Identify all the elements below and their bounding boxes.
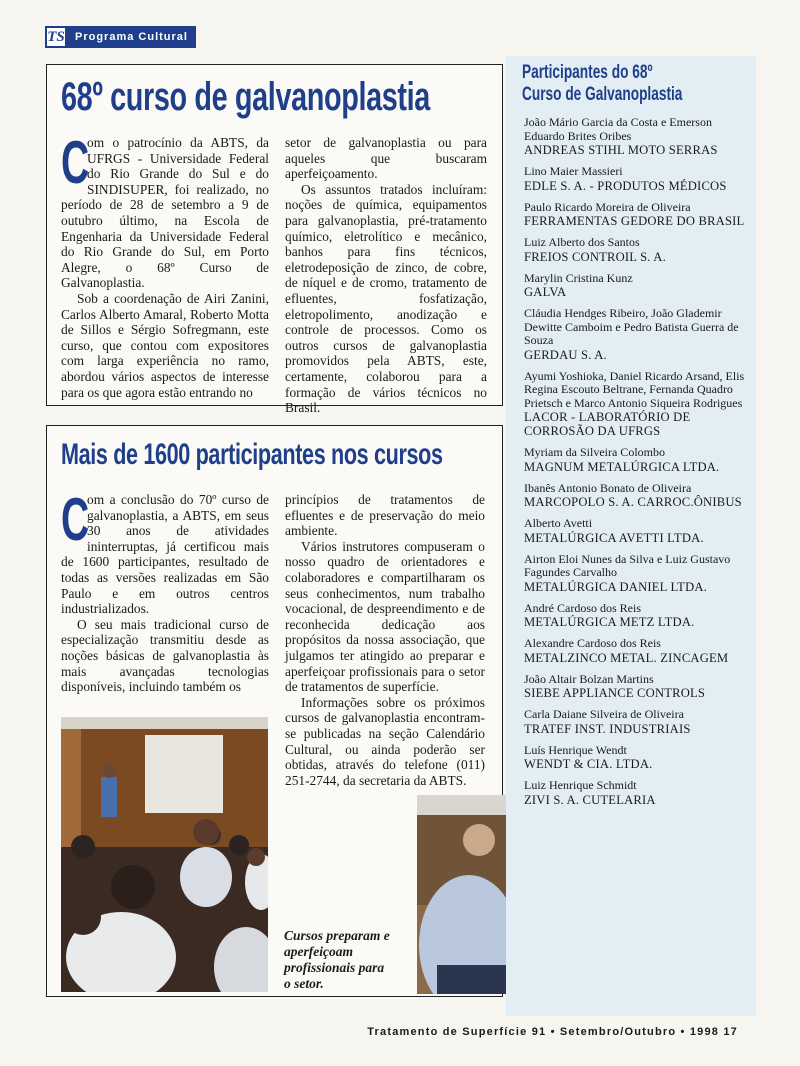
photo-caption: Cursos preparam e aperfeiçoam profissionais para o setor. [284, 928, 390, 991]
participant-names: Luiz Alberto dos Santos [524, 235, 640, 249]
participant-company: SIEBE APPLIANCE CONTROLS [524, 686, 706, 700]
participant-company: MARCOPOLO S. A. CARROC.ÔNIBUS [524, 495, 742, 509]
participant-names: Luís Henrique Wendt [524, 742, 627, 757]
participant-company: FERRAMENTAS GEDORE DO BRASIL [524, 214, 745, 228]
participant-company: GERDAU S. A. [524, 347, 607, 362]
paragraph: Os assuntos tratados incluíram: noções de química, equipamentos para galvanoplastia, pré-tratamento químico, eletrolítico e mecânico, banhos para fins técnicos, eletrodeposição de zinco, de cobre, de níquel e de cromo, tratamento de efluentes, fosfatização, eletropolimento, anodização e controle de processos. Como os outros cursos de galvanoplastia promovidos pela ABTS, este, certamente, colaborou para a formação de vários técnicos no Brasil. [285, 181, 487, 416]
participant-entry [524, 637, 754, 665]
participant-names: Marylin Cristina Kunz [524, 270, 633, 285]
participant-names: Carla Daiane Silveira de Oliveira [524, 707, 684, 721]
participant-names: Cláudia Hendges Ribeiro, João Glademir Dewitte Camboim e Pedro Batista Guerra de Souza [524, 306, 739, 347]
article-column-2 [285, 135, 487, 416]
participant-company: METALÚRGICA AVETTI LTDA. [524, 530, 704, 545]
participant-entry [524, 272, 754, 300]
participant-names: Luiz Henrique Schmidt [524, 778, 637, 792]
participant-entry [524, 307, 754, 362]
participants-sidebar [506, 56, 756, 1016]
participant-company: METALÚRGICA METZ LTDA. [524, 615, 695, 629]
participant-company: ZIVI S. A. CUTELARIA [524, 792, 656, 807]
participant-names: Ibanês Antonio Bonato de Oliveira [524, 480, 692, 495]
participant-company: LACOR - LABORATÓRIO DE CORROSÃO DA UFRGS [524, 410, 691, 438]
magazine-logo: TS [45, 26, 67, 48]
article-column-1 [61, 486, 269, 695]
participant-names: Ayumi Yoshioka, Daniel Ricardo Arsand, Elis Regina Escouto Beltrane, Fernanda Quadro Prietsch e Marco Antonio Siqueira Rodrigues [524, 368, 745, 410]
drop-cap: C [61, 129, 90, 196]
participant-entry [524, 708, 754, 736]
paragraph: O seu mais tradicional curso de especialização transmitiu desde as noções básicas de galvanoplastia às mais avançadas tecnologias disponíveis, incluindo também os [61, 616, 269, 695]
article-column-2 [285, 492, 485, 788]
page-footer: Tratamento de Superfície 91 • Setembro/Outubro • 1998 17 [367, 1026, 738, 1038]
participant-company: GALVA [524, 285, 567, 299]
participant-entry [524, 673, 754, 701]
section-header [45, 26, 196, 48]
participant-company: EDLE S. A. - PRODUTOS MÉDICOS [524, 178, 727, 193]
participants-list [524, 116, 754, 815]
participant-entry [524, 553, 754, 594]
participant-names: Myriam da Silveira Colombo [524, 445, 665, 459]
participant-names: João Mário Garcia da Costa e Emerson Eduardo Brites Oribes [524, 115, 712, 143]
participant-entry [524, 370, 754, 439]
sidebar-title-line-1: Participantes do 68º [522, 62, 653, 83]
participant-entry [524, 482, 754, 510]
section-label: Programa Cultural [67, 26, 196, 48]
participant-entry [524, 744, 754, 772]
article-column-1 [61, 129, 269, 400]
paragraph: om o patrocínio da ABTS, da UFRGS - Universidade Federal do Rio Grande do Sul e do SINDISUPER, foi realizado, no período de 28 de setembro a 9 de outubro último, na Escola de Engenharia da Universidade Federal do Rio Grande do Sul, em Porto Alegre, o 68º Curso de Galvanoplastia. [61, 135, 269, 291]
sidebar-title [522, 62, 682, 106]
paragraph: om a conclusão do 70º curso de galvanoplastia, a ABTS, em seus 30 anos de atividades ininterruptas, já certificou mais de 1600 participantes, resultado de todas as versões realizadas em São Paulo e em outros centros industrializados. [61, 492, 269, 617]
participant-entry [524, 165, 754, 193]
participant-company: TRATEF INST. INDUSTRIAIS [524, 721, 691, 736]
participant-names: Airton Eloi Nunes da Silva e Luiz Gustavo Fagundes Carvalho [524, 551, 731, 579]
classroom-photo-1 [61, 717, 268, 992]
paragraph: Informações sobre os próximos cursos de galvanoplastia encontram-se publicadas na seção Calendário Cultural, ou ainda poderão ser obtidas, através do telefone (011) 251-2744, da secretaria da ABTS. [285, 694, 485, 788]
drop-cap: C [61, 486, 90, 553]
participant-company: WENDT & CIA. LTDA. [524, 757, 653, 771]
participant-names: Alberto Avetti [524, 516, 593, 530]
paragraph: princípios de tratamentos de efluentes e de preservação do meio ambiente. [285, 492, 485, 539]
participant-entry [524, 446, 754, 474]
participant-company: FREIOS CONTROIL S. A. [524, 249, 666, 264]
participant-entry [524, 517, 754, 545]
participant-names: João Altair Bolzan Martins [524, 671, 654, 686]
paragraph: Sob a coordenação de Airi Zanini, Carlos Alberto Amaral, Roberto Motta de Sillos e Sérgio Sofregmann, este curso, que contou com expositores com larga experiência no ramo, abordou vários aspectos de interesse para os que agora estão entrando no [61, 290, 269, 400]
article-68-curso [46, 64, 503, 416]
participant-names: Alexandre Cardoso dos Reis [524, 636, 661, 650]
participant-company: ANDREAS STIHL MOTO SERRAS [524, 143, 718, 157]
participant-company: METALÚRGICA DANIEL LTDA. [524, 579, 708, 594]
article-title: Mais de 1600 participantes nos cursos [61, 438, 443, 471]
participant-names: Paulo Ricardo Moreira de Oliveira [524, 199, 691, 214]
participant-company: METALZINCO METAL. ZINCAGEM [524, 650, 729, 665]
participant-names: Lino Maier Massieri [524, 164, 623, 178]
paragraph: Vários instrutores compuseram o nosso quadro de orientadores e colaboradores e compartilharam os seus conhecimentos, num trabalho vocacional, de despreendimento e de reconhecida dedicação aos propósitos da nossa associação, que julgamos ter atingido ao preparar e aperfeiçoar profissionais para o setor de tratamentos de superfície. [285, 538, 485, 695]
participant-entry [524, 602, 754, 630]
participant-names: André Cardoso dos Reis [524, 600, 641, 615]
participant-entry [524, 779, 754, 807]
participant-entry [524, 116, 754, 157]
participant-entry [524, 236, 754, 264]
article-title: 68º curso de galvanoplastia [61, 75, 430, 119]
paragraph: setor de galvanoplastia ou para aqueles que buscaram aperfeiçoamento. [285, 135, 487, 182]
participant-entry [524, 201, 754, 229]
sidebar-title-line-2: Curso de Galvanoplastia [522, 84, 683, 105]
participant-company: MAGNUM METALÚRGICA LTDA. [524, 459, 720, 474]
